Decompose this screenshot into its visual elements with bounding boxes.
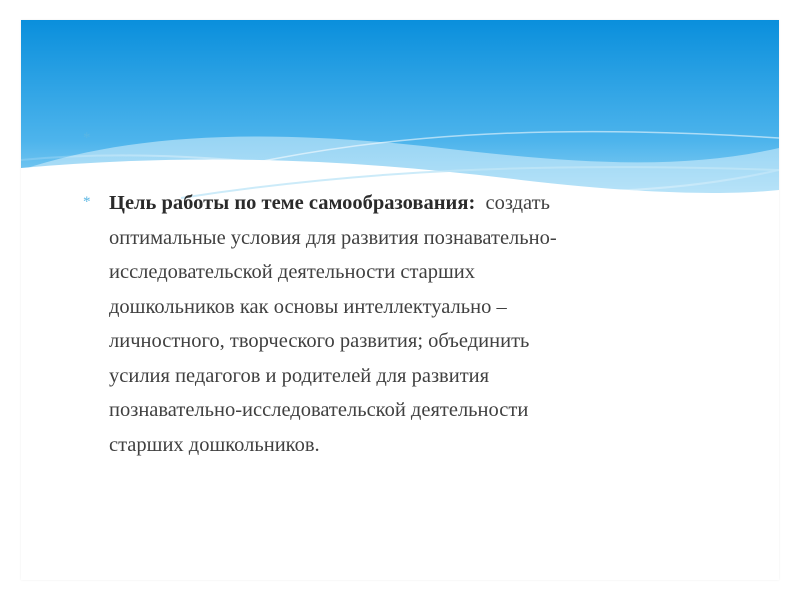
- goal-text-line: дошкольников как основы интеллектуально –: [109, 295, 507, 318]
- goal-text-line: усилия педагогов и родителей для развития: [109, 364, 490, 387]
- goal-heading: Цель работы по теме самообразования:: [109, 192, 476, 214]
- bullet-star-icon: *: [83, 194, 91, 210]
- goal-text-line: личностного, творческого развития; объединить: [109, 330, 530, 352]
- goal-paragraph: [109, 186, 709, 462]
- goal-text-line: познавательно-исследовательской деятельности: [109, 399, 529, 421]
- goal-text-line: оптимальные условия для развития познавательно-: [109, 226, 557, 249]
- goal-text-line: исследовательской деятельности старших: [109, 261, 476, 283]
- bullet-star-icon: *: [83, 130, 91, 146]
- slide: [21, 20, 779, 580]
- goal-text-line: создать: [485, 192, 550, 214]
- goal-text-line: старших дошкольников.: [109, 433, 320, 456]
